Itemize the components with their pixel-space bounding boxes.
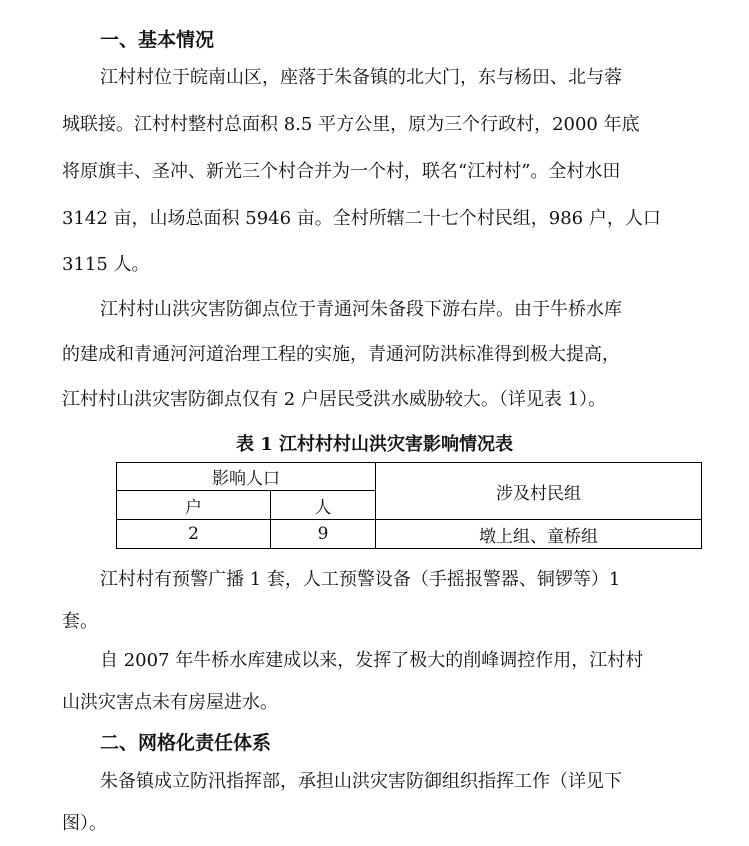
impact-table — [116, 462, 702, 549]
header-affected-population: 影响人口 — [117, 463, 376, 491]
section-heading-basic-info: 一、基本情况 — [100, 29, 215, 51]
paragraph-line: 山洪灾害点未有房屋进水。 — [62, 692, 278, 713]
paragraph-line: 将原旗丰、圣冲、新光三个村合并为一个村，联名“江村村”。全村水田 — [62, 161, 621, 182]
paragraph-line: 图）。 — [62, 813, 107, 834]
paragraph-line: 江村村山洪灾害防御点位于青通河朱备段下游右岸。由于牛桥水库 — [100, 299, 622, 320]
paragraph-line: 江村村有预警广播 1 套，人工预警设备（手摇报警器、铜锣等）1 — [100, 569, 621, 590]
cell-people: 9 — [271, 520, 376, 549]
table-caption: 表 1 江村村村山洪灾害影响情况表 — [235, 434, 514, 455]
paragraph-line: 朱备镇成立防汛指挥部，承担山洪灾害防御组织指挥工作（详见下 — [100, 771, 622, 792]
cell-groups: 墩上组、童桥组 — [376, 520, 702, 549]
cell-households: 2 — [117, 520, 271, 549]
table-header-row — [117, 463, 702, 491]
paragraph-line: 自 2007 年牛桥水库建成以来，发挥了极大的削峰调控作用，江村村 — [100, 650, 644, 671]
paragraph-line: 江村村山洪灾害防御点仅有 2 户居民受洪水威胁较大。（详见表 1）。 — [62, 389, 607, 410]
paragraph-line: 的建成和青通河河道治理工程的实施，青通河防洪标准得到极大提高， — [62, 344, 620, 365]
header-people: 人 — [271, 491, 376, 520]
paragraph-line: 江村村位于皖南山区，座落于朱备镇的北大门，东与杨田、北与蓉 — [100, 67, 622, 88]
header-households: 户 — [117, 491, 271, 520]
paragraph-line: 3142 亩，山场总面积 5946 亩。全村所辖二十七个村民组，986 户，人口 — [62, 208, 661, 229]
paragraph-line: 城联接。江村村整村总面积 8.5 平方公里，原为三个行政村，2000 年底 — [62, 114, 640, 135]
header-village-groups: 涉及村民组 — [376, 463, 702, 520]
table-row — [117, 520, 702, 549]
section-heading-grid-responsibility: 二、网格化责任体系 — [100, 732, 272, 754]
paragraph-line: 3115 人。 — [62, 254, 150, 275]
paragraph-line: 套。 — [62, 611, 98, 632]
